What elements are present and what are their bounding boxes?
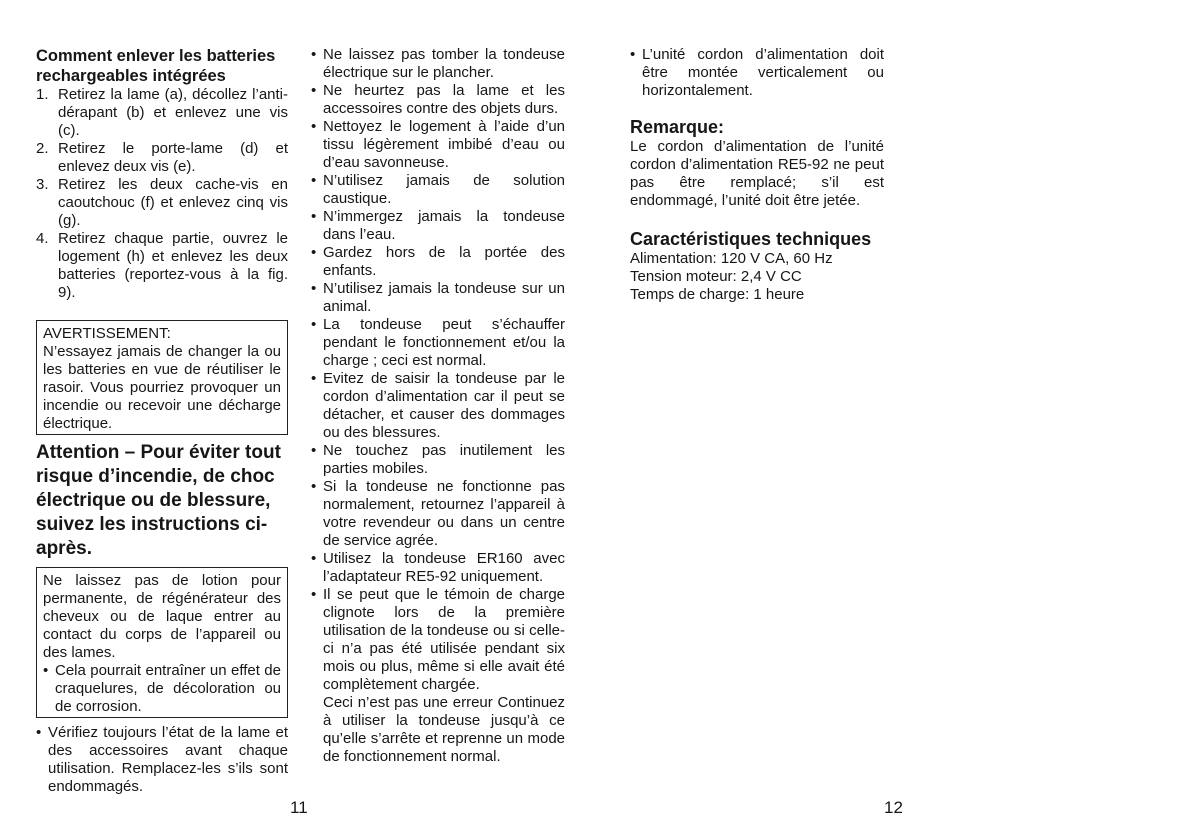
page-number: 12 bbox=[884, 798, 903, 817]
spec-line: Alimentation: 120 V CA, 60 Hz bbox=[630, 250, 833, 267]
charge-indicator-text: Il se peut que le témoin de charge clignote lors de la première utilisation de la tondeuse ou si celle-ci n’a pas été utilisée pendant six mois ou plus, même si elle avait été complètement chargée. bbox=[323, 586, 565, 693]
bullet-item: • Ne touchez pas inutilement les parties mobiles. bbox=[311, 442, 565, 478]
safety-bullets bbox=[311, 46, 565, 766]
step-item bbox=[36, 140, 288, 176]
page12-column bbox=[630, 46, 884, 304]
spec-line: Tension moteur: 2,4 V CC bbox=[630, 268, 802, 285]
bullet-item: • Nettoyez le logement à l’aide d’un tissu légèrement imbibé d’eau ou d’eau savonneuse. bbox=[311, 118, 565, 172]
bullet-item: • Si la tondeuse ne fonctionne pas normalement, retournez l’appareil à votre revendeur ou dans un centre de service agrée. bbox=[311, 478, 565, 550]
bullet-item: • Ne heurtez pas la lame et les accessoires contre des objets durs. bbox=[311, 82, 565, 118]
lotion-warning-text: Ne laissez pas de lotion pour permanente, de régénérateur des cheveux ou de laque entrer au contact du corps de l’appareil ou des lames. bbox=[43, 572, 281, 661]
lotion-warning-bullets bbox=[43, 662, 281, 716]
charge-indicator-bullet bbox=[311, 586, 565, 766]
charge-indicator-continuation: Ceci n’est pas une erreur Continuez à utiliser la tondeuse jusqu’à ce qu’elle s’arrête et reprenne un mode de fonctionnement normal. bbox=[323, 694, 565, 765]
step-text: Retirez la lame (a), décollez l’anti-dérapant (b) et enlevez une vis (c). bbox=[58, 86, 288, 139]
step-text: Retirez le porte-lame (d) et enlevez deux vis (e). bbox=[58, 140, 288, 175]
step-item bbox=[36, 230, 288, 302]
step-text: Retirez les deux cache-vis en caoutchouc (f) et enlevez cinq vis (g). bbox=[58, 176, 288, 229]
page12-bullets bbox=[630, 46, 884, 100]
page11-left-bullets bbox=[36, 724, 288, 796]
remarque-text: Le cordon d’alimentation de l’unité cordon d’alimentation RE5-92 ne peut pas être remplacé; s’il est endommagé, l’unité doit être jetée. bbox=[630, 138, 884, 209]
warning-text: N’essayez jamais de changer la ou les batteries en vue de réutiliser le rasoir. Vous pourriez provoquer un incendie ou recevoir une décharge électrique. bbox=[43, 343, 281, 432]
battery-removal-steps bbox=[36, 86, 288, 302]
lotion-warning-box bbox=[36, 567, 288, 718]
bullet-item: • N’utilisez jamais la tondeuse sur un animal. bbox=[311, 280, 565, 316]
remarque-heading: Remarque: bbox=[630, 117, 725, 137]
step-number: 3. bbox=[36, 176, 49, 193]
page-number: 11 bbox=[290, 798, 308, 817]
bullet-item: • La tondeuse peut s’échauffer pendant le fonctionnement et/ou la charge ; ceci est normal. bbox=[311, 316, 565, 370]
specs-heading: Caractéristiques techniques bbox=[630, 229, 872, 249]
bullet-item: • Cela pourrait entraîner un effet de craquelures, de décoloration ou de corrosion. bbox=[43, 662, 281, 716]
step-item bbox=[36, 86, 288, 140]
warning-box bbox=[36, 320, 288, 435]
page11-column-right bbox=[311, 46, 565, 766]
bullet-item: • Vérifiez toujours l’état de la lame et des accessoires avant chaque utilisation. Remplacez-les s’ils sont endommagés. bbox=[36, 724, 288, 796]
bullet-item: • Evitez de saisir la tondeuse par le cordon d’alimentation car il peut se détacher, et causer des dommages ou des blessures. bbox=[311, 370, 565, 442]
warning-title: AVERTISSEMENT: bbox=[43, 325, 171, 342]
attention-heading: Attention – Pour éviter tout risque d’incendie, de choc électrique ou de blessure, suivez les instructions ci-après. bbox=[36, 442, 281, 559]
step-number: 1. bbox=[36, 86, 49, 103]
bullet-item: • Utilisez la tondeuse ER160 avec l’adaptateur RE5-92 uniquement. bbox=[311, 550, 565, 586]
bullet-item: • Gardez hors de la portée des enfants. bbox=[311, 244, 565, 280]
page11-column-left bbox=[36, 46, 288, 796]
bullet-item: • N’immergez jamais la tondeuse dans l’eau. bbox=[311, 208, 565, 244]
bullet-item: • L’unité cordon d’alimentation doit être montée verticalement ou horizontalement. bbox=[630, 46, 884, 100]
batteries-heading: Comment enlever les batteries rechargeables intégrées bbox=[36, 47, 276, 85]
step-item bbox=[36, 176, 288, 230]
step-number: 4. bbox=[36, 230, 49, 247]
step-text: Retirez chaque partie, ouvrez le logement (h) et enlevez les deux batteries (reportez-vous à la fig. 9). bbox=[58, 230, 288, 301]
spec-line: Temps de charge: 1 heure bbox=[630, 286, 805, 303]
bullet-item: • Ne laissez pas tomber la tondeuse électrique sur le plancher. bbox=[311, 46, 565, 82]
bullet-item: • N’utilisez jamais de solution caustique. bbox=[311, 172, 565, 208]
step-number: 2. bbox=[36, 140, 49, 157]
